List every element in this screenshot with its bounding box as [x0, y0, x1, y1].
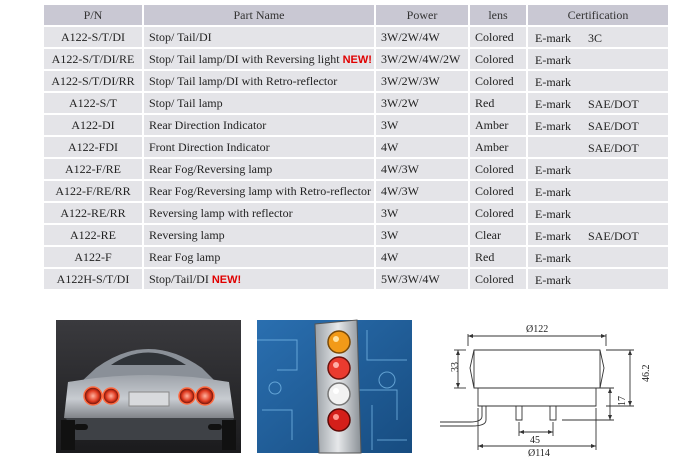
certification-cell [528, 269, 668, 289]
cert-secondary: SAE/DOT [588, 141, 639, 155]
part-name-cell [144, 49, 374, 69]
part-name-text: Rear Fog lamp [149, 249, 221, 264]
part-number-cell: A122-S/T/DI/RR [44, 71, 142, 91]
truck-lamp-image [257, 320, 412, 453]
dim-mid-label: 17 [617, 396, 628, 406]
part-name-cell [144, 27, 374, 47]
part-name-text: Rear Fog/Reversing lamp [149, 161, 273, 176]
header-pn: P/N [44, 5, 142, 25]
part-name-text: Stop/Tail/DI [149, 271, 209, 286]
lens-cell: Clear [470, 225, 526, 245]
part-name-text: Rear Direction Indicator [149, 117, 267, 132]
lens-cell: Colored [470, 27, 526, 47]
power-cell: 4W/3W [376, 181, 468, 201]
part-name-text: Stop/ Tail lamp [149, 95, 223, 110]
car-rear-image [56, 320, 241, 453]
new-badge: NEW! [342, 53, 372, 66]
lens-cell: Amber [470, 137, 526, 157]
part-name-cell [144, 269, 374, 289]
cert-primary: E-mark [535, 119, 571, 133]
part-name-cell [144, 137, 374, 157]
lens-cell: Red [470, 93, 526, 113]
part-name-cell [144, 93, 374, 113]
table-body [44, 27, 668, 289]
part-number-cell: A122-F [44, 247, 142, 267]
power-cell: 5W/3W/4W [376, 269, 468, 289]
dim-top-label: Ø122 [526, 324, 549, 335]
part-name-cell [144, 247, 374, 267]
certification-cell [528, 225, 668, 245]
power-cell: 3W [376, 115, 468, 135]
power-cell: 3W [376, 203, 468, 223]
part-number-cell: A122-S/T/DI/RE [44, 49, 142, 69]
lens-cell: Colored [470, 71, 526, 91]
lens-cell: Colored [470, 49, 526, 69]
power-cell: 3W/2W/3W [376, 71, 468, 91]
certification-cell [528, 115, 668, 135]
dim-inner-label: 45 [530, 435, 540, 446]
part-number-cell: A122-RE/RR [44, 203, 142, 223]
part-number-cell: A122-F/RE/RR [44, 181, 142, 201]
table-row [44, 115, 668, 135]
cert-primary: E-mark [535, 273, 571, 287]
lens-cell: Colored [470, 203, 526, 223]
new-badge: NEW! [211, 273, 242, 286]
lamp-profile-diagram [438, 322, 652, 459]
table-row [44, 93, 668, 113]
table-row [44, 269, 668, 289]
certification-cell [528, 247, 668, 267]
car-rear-photo [56, 320, 241, 453]
header-part-name: Part Name [144, 5, 374, 25]
power-cell: 3W/2W/4W/2W [376, 49, 468, 69]
lens-cell: Colored [470, 269, 526, 289]
part-number-cell: A122-F/RE [44, 159, 142, 179]
truck-lamp-photo [257, 320, 412, 453]
part-name-text: Rear Fog/Reversing lamp with Retro-reflector [149, 183, 371, 198]
certification-cell [528, 93, 668, 113]
spec-sheet [42, 3, 666, 291]
part-name-cell [144, 225, 374, 245]
part-name-cell [144, 203, 374, 223]
part-name-text: Reversing lamp with reflector [149, 205, 293, 220]
certification-cell [528, 71, 668, 91]
table-row [44, 137, 668, 157]
part-number-cell: A122-S/T [44, 93, 142, 113]
cert-primary: E-mark [535, 251, 571, 265]
spec-table [42, 3, 670, 291]
certification-cell [528, 27, 668, 47]
table-row [44, 27, 668, 47]
dim-left-label: 33 [450, 362, 461, 372]
power-cell: 3W/2W/4W [376, 27, 468, 47]
part-name-cell [144, 159, 374, 179]
part-name-cell [144, 71, 374, 91]
lens-cell: Red [470, 247, 526, 267]
lens-cell: Colored [470, 159, 526, 179]
header-power: Power [376, 5, 468, 25]
cert-primary: E-mark [535, 97, 571, 111]
cert-primary: E-mark [535, 53, 571, 67]
certification-cell [528, 203, 668, 223]
part-name-cell [144, 181, 374, 201]
table-row [44, 71, 668, 91]
part-name-text: Stop/ Tail/DI [149, 29, 212, 44]
part-number-cell: A122-S/T/DI [44, 27, 142, 47]
cert-primary: E-mark [535, 229, 571, 243]
cert-primary: E-mark [535, 207, 571, 221]
certification-cell [528, 137, 668, 157]
table-header-row [44, 5, 668, 25]
part-name-cell [144, 115, 374, 135]
cert-secondary: SAE/DOT [588, 97, 639, 111]
cert-primary: E-mark [535, 31, 571, 45]
cert-secondary: 3C [588, 31, 603, 45]
table-row [44, 49, 668, 69]
cert-primary: E-mark [535, 163, 571, 177]
part-number-cell: A122H-S/T/DI [44, 269, 142, 289]
header-certification: Certification [528, 5, 668, 25]
part-number-cell: A122-FDI [44, 137, 142, 157]
dimension-drawing [438, 322, 652, 459]
part-name-text: Reversing lamp [149, 227, 225, 242]
power-cell: 3W/2W [376, 93, 468, 113]
table-row [44, 203, 668, 223]
part-name-text: Stop/ Tail lamp/DI with Reversing light [149, 51, 340, 66]
power-cell: 4W [376, 137, 468, 157]
part-number-cell: A122-RE [44, 225, 142, 245]
part-name-text: Stop/ Tail lamp/DI with Retro-reflector [149, 73, 338, 88]
dim-right-label: 46.2 [641, 364, 652, 382]
cert-primary: E-mark [535, 75, 571, 89]
power-cell: 3W [376, 225, 468, 245]
dim-bottom-label: Ø114 [528, 448, 550, 459]
part-name-text: Front Direction Indicator [149, 139, 270, 154]
header-lens: lens [470, 5, 526, 25]
table-row [44, 181, 668, 201]
power-cell: 4W/3W [376, 159, 468, 179]
part-number-cell: A122-DI [44, 115, 142, 135]
lens-cell: Amber [470, 115, 526, 135]
power-cell: 4W [376, 247, 468, 267]
table-row [44, 247, 668, 267]
table-row [44, 159, 668, 179]
cert-primary: E-mark [535, 185, 571, 199]
cert-secondary: SAE/DOT [588, 229, 639, 243]
cert-secondary: SAE/DOT [588, 119, 639, 133]
certification-cell [528, 159, 668, 179]
certification-cell [528, 181, 668, 201]
lens-cell: Colored [470, 181, 526, 201]
table-row [44, 225, 668, 245]
certification-cell [528, 49, 668, 69]
